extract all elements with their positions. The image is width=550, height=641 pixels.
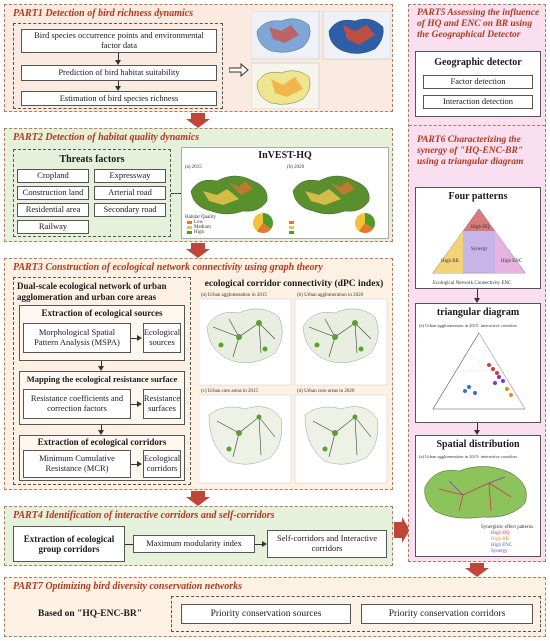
spatial-legend-high-hq: High HQ	[491, 531, 510, 536]
resistance-coef-box: Resistance coefficients and correction factors	[23, 389, 131, 419]
hq-map-2020-label: (b) 2020	[287, 165, 305, 170]
threat-expressway: Expressway	[94, 169, 166, 183]
geo-detector-title: Geographic detector	[434, 57, 522, 68]
spatial-legend-high-br: High BR	[491, 537, 509, 542]
threats-title: Threats factors	[59, 154, 125, 165]
part5-title: PART5 Assessing the influence of HQ and ENC on BR using the Geographical Detector	[417, 8, 540, 40]
hq-legend-high: High	[194, 230, 204, 235]
threat-railway: Railway	[17, 220, 89, 234]
part2-to-part3-arrow	[186, 243, 210, 258]
threat-arterial-road: Arterial road	[94, 186, 166, 200]
hq-legend-low: Low	[194, 220, 204, 225]
hq-legend-title: Habitat Quality	[185, 215, 216, 220]
triangular-scatter	[429, 329, 529, 419]
threat-residential-area: Residential area	[17, 203, 89, 217]
part6-title: PART6 Characterizing the synergy of "HQ-ENC-BR" using a triangular diagram	[417, 135, 524, 167]
mcr-box: Minimum Cumulative Resistance (MCR)	[23, 450, 131, 478]
spatial-legend-synergy: Synergy	[491, 549, 508, 554]
triangular-title: triangular diagram	[436, 307, 520, 318]
tri-high-hq: High HQ	[471, 225, 490, 230]
spatial-title: Spatial distribution	[436, 439, 520, 450]
tri-high-br: High BR	[441, 259, 459, 264]
interaction-detection-box: Interaction detection	[423, 95, 533, 109]
part1-to-maps-arrow	[229, 63, 249, 77]
triangular-subtitle: (a) Urban agglomeration in 2015: interactive corridors	[419, 323, 517, 328]
tri-high-enc: High ENC	[501, 259, 523, 264]
threat-secondary-road: Secondary road	[94, 203, 166, 217]
dpc-maps	[199, 297, 389, 485]
hq-maps	[183, 169, 389, 237]
dpc-map-c-label: (c) Urban core areas in 2015	[201, 389, 259, 394]
dpc-map-b-label: (b) Urban agglomeration in 2020	[297, 293, 364, 298]
eco-sources-box: Ecological sources	[143, 323, 181, 353]
four-patterns-title: Four patterns	[448, 191, 508, 202]
hq-legend-medium: Medium	[194, 225, 211, 230]
tri-synergy: Synergy	[471, 247, 488, 252]
part3-to-part4-arrow	[186, 491, 210, 506]
four-patterns-triangle	[429, 207, 529, 279]
threat-cropland: Cropland	[17, 169, 89, 183]
priority-corridors-box: Priority conservation corridors	[361, 604, 533, 624]
priority-sources-box: Priority conservation sources	[181, 604, 351, 624]
based-on-box: Based on "HQ-ENC-BR"	[15, 602, 165, 626]
group-corridors-box: Extraction of ecological group corridors	[13, 526, 125, 562]
part4-title: PART4 Identification of interactive corridors and self-corridors	[13, 510, 275, 521]
sources-title: Extraction of ecological sources	[41, 308, 163, 318]
part7-panel	[4, 577, 546, 637]
part1-to-part2-arrow	[186, 113, 210, 128]
part3-panel	[4, 258, 393, 490]
part56-panel	[408, 4, 546, 562]
eco-corridors-box: Ecological corridors	[143, 450, 181, 478]
modularity-index-box: Maximum modularity index	[133, 535, 255, 553]
tri-axis-label: Ecological Network Connectivity ENC	[433, 281, 512, 286]
part1-step-prediction: Prediction of bird habitat suitability	[21, 65, 217, 81]
spatial-legend-title: Synergistic effect patterns	[481, 525, 534, 530]
mspa-box: Morphological Spatial Pattern Analysis (MSPA)	[23, 323, 131, 353]
dpc-map-d-label: (d) Urban core areas in 2020	[297, 389, 355, 394]
part6-to-part7-arrow	[465, 563, 489, 577]
threat-construction-land: Construction land	[17, 186, 89, 200]
hq-map-2015-label: (a) 2015	[185, 165, 202, 170]
part3-title: PART3 Construction of ecological network connectivity using graph theory	[13, 262, 323, 273]
factor-detection-box: Factor detection	[423, 75, 533, 89]
spatial-subtitle: (a) Urban agglomeration in 2015: interactive corridors	[419, 454, 517, 459]
dual-scale-title: Dual-scale ecological network of urban agglomeration and urban core areas	[17, 281, 167, 302]
spatial-map	[419, 461, 537, 523]
corridor-types-box: Self-corridors and Interactive corridors	[267, 530, 387, 558]
part7-title: PART7 Optimizing bird diversity conservation networks	[13, 581, 242, 592]
part1-step-estimation: Estimation of bird species richness	[21, 91, 217, 106]
invest-hq-title: InVEST-HQ	[258, 150, 312, 161]
resistance-title: Mapping the ecological resistance surface	[26, 374, 178, 384]
part1-richness-maps	[251, 11, 391, 109]
part2-title: PART2 Detection of habitat quality dynamics	[13, 132, 200, 143]
part1-title: PART1 Detection of bird richness dynamics	[13, 8, 194, 19]
resistance-surfaces-box: Resistance surfaces	[143, 389, 181, 419]
part1-panel	[4, 4, 393, 112]
spatial-legend-high-enc: High ENC	[491, 543, 513, 548]
part2-panel	[4, 128, 393, 242]
part4-panel	[4, 506, 393, 566]
corridor-title: Extraction of ecological corridors	[37, 437, 167, 447]
dpc-title: ecological corridor connectivity (dPC index)	[204, 279, 384, 289]
dpc-map-a-label: (a) Urban agglomeration in 2015	[201, 293, 267, 298]
part1-step-occurrence: Bird species occurrence points and environmental factor data	[21, 29, 217, 53]
